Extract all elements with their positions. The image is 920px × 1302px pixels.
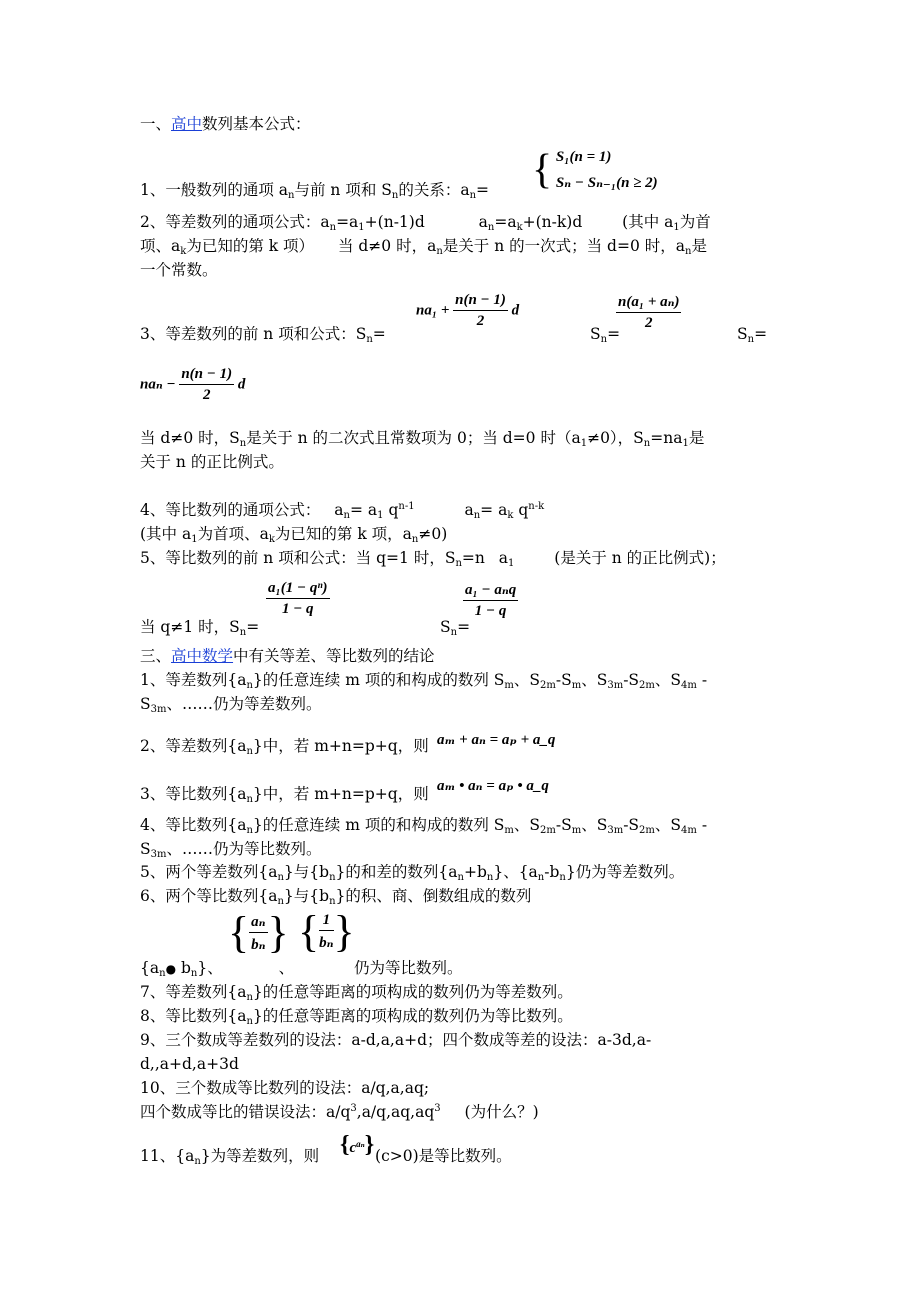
formula-reciprocal-seq: { $\frac{1}{\text{bₙ}}$ } — [298, 907, 355, 956]
line-arith-general-term-cont: 项、$a_k$为已知的第 k 项） 当 d≠0 时，$a_n$是关于 n 的一次式；当 d=0 时，$a_n$是 — [140, 237, 707, 257]
formula-sum-3: naₙ − $\frac{n(n - 1)}{2}$ d — [140, 366, 246, 403]
result-4: 4、等比数列$\{a_n\}$的任意连续 m 项的和构成的数列 $S_m$、$S_{2m}-S_m$、$S_{3m}-S_{2m}$、$S_{4m}$ - — [140, 816, 708, 836]
line-arith-general-term: 2、等差数列的通项公式：$a_n=a_1+(n-1)d$ $a_n=a_k+(n-k)d$ (其中 $a_1$为首 — [140, 213, 711, 233]
section-heading-basic-formulas: 一、高中数列基本公式： — [140, 115, 311, 133]
line-geo-general-term: 4、等比数列的通项公式： $a_n= a_1$ $q^{n-1}$ $a_n= a_k$ $q^{n-k}$ — [140, 501, 545, 521]
formula-result-2: aₘ + aₙ = aₚ + a_q — [437, 732, 556, 748]
formula-geo-sum-2: $\frac{\text{a₁ − aₙq}}{1 - q}$ — [465, 582, 517, 619]
result-9: 9、三个数成等差数列的设法：a-d,a,a+d；四个数成等差的设法：a-3d,a- — [140, 1031, 652, 1049]
result-3: 3、等比数列$\{a_n\}$中，若 m+n=p+q，则 — [140, 785, 429, 805]
line-geo-sn-label: $S_n=$ — [440, 618, 471, 638]
result-2: 2、等差数列$\{a_n\}$中，若 m+n=p+q，则 — [140, 737, 429, 757]
result-1-cont: $S_{3m}$、……仍为等差数列。 — [140, 695, 322, 715]
result-1: 1、等差数列$\{a_n\}$的任意连续 m 项的和构成的数列 $S_m$、$S_{2m}-S_m$、$S_{3m}-S_{2m}$、$S_{4m}$ - — [140, 671, 708, 691]
formula-result-3: aₘ • aₙ = aₚ • a_q — [437, 778, 549, 794]
line-geo-q-ne-1: 当 q≠1 时，$S_n=$ — [140, 618, 260, 638]
line-sum-3-label: $S_n=$ — [737, 325, 768, 345]
result-6-cont: {$a_n●$ $b_n$}、 、 仍为等比数列。 — [140, 959, 463, 979]
result-11: 11、$\{a_n\}$为等差数列，则 (c>0)是等比数列。 — [140, 1147, 512, 1167]
formula-sum-2: $\frac{\text{n(a₁ + aₙ)}}{2}$ — [618, 294, 680, 331]
link-gaozhong[interactable]: 高中 — [171, 115, 203, 133]
line-sum-2-label: $S_n=$ — [590, 325, 621, 345]
line-geo-general-term-note: (其中 $a_1$为首项、$a_k$为已知的第 k 项，$a_n\ne 0$) — [140, 525, 448, 545]
line-constant: 一个常数。 — [140, 261, 218, 279]
formula-geo-sum-1: $\frac{\text{a₁(1 − qⁿ)}}{1 - q}$ — [268, 580, 328, 617]
line-arith-sum: 3、等差数列的前 n 项和公式：$S_n=$ — [140, 325, 386, 345]
section-heading-conclusions: 三、高中数学中有关等差、等比数列的结论 — [140, 647, 435, 665]
link-shuxue[interactable]: 数学 — [202, 647, 234, 665]
result-6: 6、两个等比数列$\{a_n\}$与$\{b_n\}$的积、商、倒数组成的数列 — [140, 887, 532, 907]
result-10-cont: 四个数成等比的错误设法：$a/q^3,a/q,aq,aq^3$ (为什么？) — [140, 1103, 539, 1121]
line-proportional: 关于 n 的正比例式。 — [140, 453, 284, 471]
formula-sum-1: na₁ + $\frac{n(n - 1)}{2}$ d — [416, 292, 520, 329]
left-brace-icon: { — [532, 147, 553, 193]
result-7: 7、等差数列$\{a_n\}$的任意等距离的项构成的数列仍为等差数列。 — [140, 983, 573, 1003]
result-8: 8、等比数列$\{a_n\}$的任意等距离的项构成的数列仍为等比数列。 — [140, 1007, 573, 1027]
result-5: 5、两个等差数列$\{a_n\}$与$\{b_n\}$的和差的数列$\{a_n+b_n\}$、$\{a_n-b_n\}$仍为等差数列。 — [140, 863, 685, 883]
result-4-cont: $S_{3m}$、……仍为等比数列。 — [140, 840, 322, 860]
line-general-term: 1、一般数列的通项 $a_n$与前 n 项和 $S_n$的关系：$a_n=$ — [140, 181, 490, 201]
formula-exponential-seq: $\{c^{a_n}\}$ — [340, 1132, 375, 1158]
formula-ratio-seq: { $\frac{\text{aₙ}}{\text{bₙ}}$ } — [228, 908, 289, 957]
result-9-cont: d,,a+d,a+3d — [140, 1055, 239, 1073]
formula-piecewise-an: { S₁(n = 1) Sₙ − Sₙ₋₁(n ≥ 2) — [532, 147, 658, 193]
result-10: 10、三个数成等比数列的设法：a/q,a,aq; — [140, 1079, 430, 1097]
link-gaozhong-2[interactable]: 高中 — [171, 647, 203, 665]
line-sum-quadratic: 当 d≠0 时，$S_n$是关于 n 的二次式且常数项为 0；当 d=0 时$(a_1\ne 0)$，$S_n=na_1$是 — [140, 429, 705, 449]
line-geo-sum: 5、等比数列的前 n 项和公式：当 q=1 时，$S_n=n$ $a_1$ (是关于 n 的正比例式)； — [140, 549, 726, 569]
